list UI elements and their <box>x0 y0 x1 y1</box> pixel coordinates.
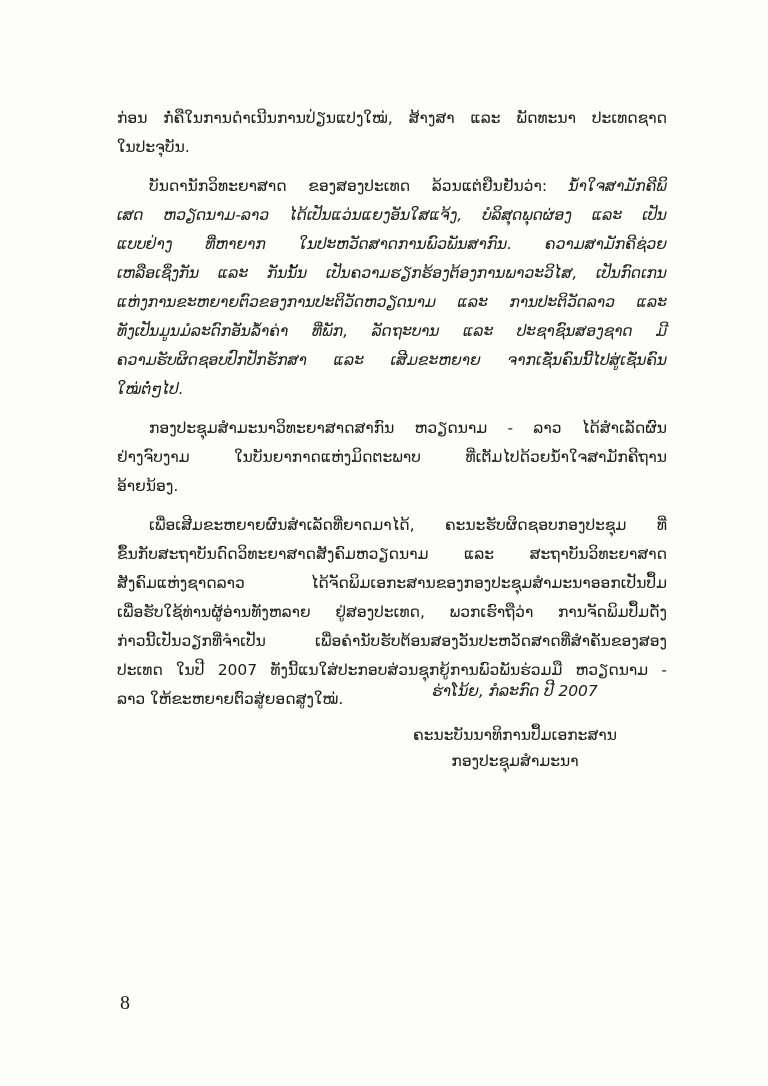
text-line: ແບບຢ່າງ ທີ່ຫາຍາກ ໃນປະຫວັດສາດການພົວພັນສາກົນ. ຄວາມສາມັກຄີຊ່ວຍ <box>117 235 667 253</box>
text-line: ເສດ ຫວຽດນາມ-ລາວ ໄດ້ເປັນແວ່ນແຍງອັນໃສແຈ້ງ, ບໍລິສຸດພຸດຜ່ອງ ແລະ ເປັນ <box>117 206 667 224</box>
text-line: ສັງຄົມແຫ່ງຊາດລາວ ໄດ້ຈັດພິມເອກະສານຂອງກອງປະຊຸມສຳມະນາອອກເປັນປຶ້ມ <box>117 574 667 592</box>
text-line: ທັງເປັນມູນມໍລະດົກອັນລ້ຳຄ່າ ທີ່ພັກ, ລັດຖະບານ ແລະ ປະຊາຊົນສອງຊາດ ມີ <box>117 322 667 340</box>
text-line: ກ່າວນີ້ເປັນວຽກທີ່ຈຳເປັນ ເພື່ອຄຳນັບຮັບຕ້ອນສອງວັນປະຫວັດສາດທີ່ສຳຄັນຂອງສອງ <box>117 632 667 650</box>
signature-place-date <box>360 682 670 700</box>
signature-line-2: ກອງປະຊຸມສຳມະນາ <box>451 752 579 770</box>
paragraph-1 <box>117 104 667 162</box>
text-line: ຄວາມຮັບຜິດຊອບປົກປັກຮັກສາ ແລະ ເສີມຂະຫຍາຍ ຈາກເຊັ່ນຄົນນີ້ໄປສູ່ເຊັ່ນຄົນ <box>117 351 667 369</box>
text-line: ໃໝ່ຕໍ່ໆໄປ. <box>117 380 184 398</box>
text-line: ເພື່ອເສີມຂະຫຍາຍຜົນສຳເລັດທີ່ຍາດມາໄດ້, ຄະນະຮັບຜິດຊອບກອງປະຊຸມ ທີ່ <box>149 516 667 534</box>
place-date-text: ຮ່າໂນ້ຍ, ກໍລະກົດ ປີ 2007 <box>432 682 598 700</box>
lead-italic-text: ນ້ຳໃຈສາມັກຄີພິ <box>568 177 667 195</box>
text-line: ກ່ອນ ກໍ່ຄືໃນການດຳເນີນການປ່ຽນແປງໃໝ່, ສ້າງສາ ແລະ ພັດທະນາ ປະເທດຊາດ <box>117 109 667 127</box>
text-line: ອ້າຍນ້ອງ. <box>117 477 179 495</box>
text-line: ກອງປະຊຸມສຳມະນາວິທະຍາສາດສາກົນ ຫວຽດນາມ - ລາວ ໄດ້ສຳເລັດຜົນ <box>149 419 667 437</box>
text-line: ແຫ່ງການຂະຫຍາຍຕົວຂອງການປະຕິວັດຫວຽດນາມ ແລະ ການປະຕິວັດລາວ ແລະ <box>117 293 667 311</box>
paragraph-2 <box>117 172 667 404</box>
text-line <box>117 172 667 201</box>
text-line: ເພື່ອຮັບໃຊ້ທ່ານຜູ້ອ່ານທັງຫລາຍ ຢູ່ສອງປະເທດ, ພວກເຮົາຖືວ່າ ການຈັດພິມປຶ້ມດັ່ງ <box>117 603 667 621</box>
text-line: ປະເທດ ໃນປີ 2007 ທັງນີ້ແນໃສ່ປະກອບສ່ວນຊຸກຍູ້ການພົວພັນຮ່ວມມື ຫວຽດນາມ - <box>117 661 667 679</box>
text-line: ລາວ ໃຫ້ຂະຫຍາຍຕົວສູ່ຍອດສູງໃໝ່. <box>117 690 344 708</box>
text-line: ຢ່າງຈົບງາມ ໃນບັນຍາກາດແຫ່ງມິດຕະພາບ ທີ່ເຕັມໄປດ້ວຍນ້ຳໃຈສາມັກຄີຖານ <box>117 448 667 466</box>
signature-line-1: ຄະນະບັນນາທິການປຶ້ມເອກະສານ <box>413 726 617 744</box>
body-text <box>117 104 667 714</box>
text-line: ຂຶ້ນກັບສະຖາບັນດົດວິທະຍາສາດສັງຄົມຫວຽດນາມ ແລະ ສະຖາບັນວິທະຍາສາດ <box>117 545 667 563</box>
text-line: ໃນປະຈຸບັນ. <box>117 138 190 156</box>
text-line: ເຫລືອເຊິ່ງກັນ ແລະ ກັນນັ້ນ ເປັນຄວາມຮຽກຮ້ອງຕ້ອງການພາວະວິໄສ, ເປັນກົດເກນ <box>117 264 667 282</box>
page-number: 8 <box>120 992 130 1014</box>
lead-text: ບັນດານັກວິທະຍາສາດ ຂອງສອງປະເທດ ລ້ວນແຕ່ຢືນຢັນວ່າ: <box>149 177 569 195</box>
paragraph-3 <box>117 414 667 501</box>
